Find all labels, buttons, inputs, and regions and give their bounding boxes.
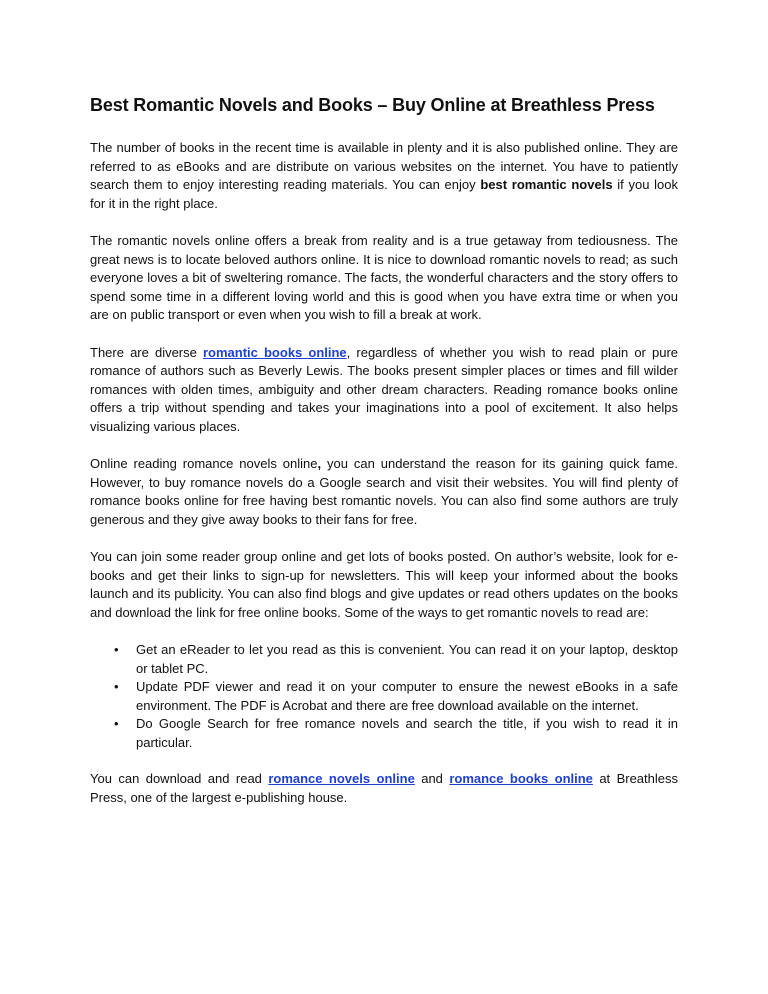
link-romantic-books-online[interactable]: romantic books online: [202, 344, 347, 360]
paragraph-online-reading: [90, 455, 678, 529]
paragraph-text: at Breathless Press, one of the largest e-publishing house.: [90, 771, 678, 805]
list-item-text: Update PDF viewer and read it on your computer to ensure the newest eBooks in a safe environment. The PDF is Acrobat and there are free download available on the internet.: [136, 679, 678, 713]
link-romance-novels-online[interactable]: romance novels online: [268, 771, 415, 786]
document-title: Best Romantic Novels and Books – Buy Online at Breathless Press: [90, 95, 655, 115]
list-item: [90, 641, 678, 678]
paragraph-text: The number of books in the recent time is available in plenty and it is also published online. They are referred to as eBooks and are distribute on various websites on the internet. You have to patiently search them to enjoy interesting reading materials. You can enjoy: [90, 140, 678, 192]
paragraph-text: , regardless of whether you wish to read plain or pure romance of authors such as Beverly Lewis. The books present simpler places or times and fill wilder romances with olden times, ambiguity and other dream characters. Reading romance books online offers a trip without spending and takes your imaginations into a pool of excitement. It also helps visualizing various places.: [90, 344, 679, 434]
paragraph-closing: [90, 770, 678, 807]
paragraph-text: if you look for it in the right place.: [90, 177, 678, 211]
paragraph-intro: [90, 139, 678, 213]
link-romance-books-online[interactable]: romance books online: [449, 771, 593, 786]
list-item-text: Get an eReader to let you read as this is convenient. You can read it on your laptop, desktop or tablet PC.: [136, 642, 678, 676]
document-page: [90, 94, 678, 826]
paragraph-diverse-books: [90, 344, 678, 437]
paragraph-text: There are diverse: [90, 344, 203, 360]
bullet-icon: •: [114, 679, 119, 694]
list-item: [90, 678, 678, 715]
list-item-text: Do Google Search for free romance novels and search the title, if you wish to read it in particular.: [136, 716, 678, 750]
bold-phrase: best romantic novels: [480, 177, 613, 192]
list-item: [90, 715, 678, 752]
paragraph-text: You can download and read: [90, 771, 269, 786]
paragraph-reader-group: You can join some reader group online and get lots of books posted. On author’s website, look for e-books and get their links to sign-up for newsletters. This will keep your informed about the books launch and its publicity. You can also find blogs and give updates or read others updates on the books and download the link for free online books. Some of the ways to get romantic novels to read are:: [90, 549, 678, 620]
bullet-icon: •: [114, 716, 119, 731]
tips-list: [90, 641, 678, 752]
paragraph-text: and: [414, 771, 450, 786]
bold-comma: ,: [317, 456, 322, 471]
paragraph-text: you can understand the reason for its gaining quick fame. However, to buy romance novels do a Google search and visit their websites. You will find plenty of romance books online for free having best romantic novels. You can also find some authors are truly generous and they give away books to their fans for free.: [90, 456, 678, 527]
bullet-icon: •: [114, 642, 119, 657]
paragraph-break-from-reality: The romantic novels online offers a break from reality and is a true getaway from tediousness. The great news is to locate beloved authors online. It is nice to download romantic novels to read; as such everyone loves a bit of sweltering romance. The facts, the wonderful characters and the story offers to spend some time in a different loving world and this is good when you have extra time or when you are on public transport or even when you wish to fill a break at work.: [90, 233, 678, 322]
paragraph-text: Online reading romance novels online: [90, 456, 318, 471]
